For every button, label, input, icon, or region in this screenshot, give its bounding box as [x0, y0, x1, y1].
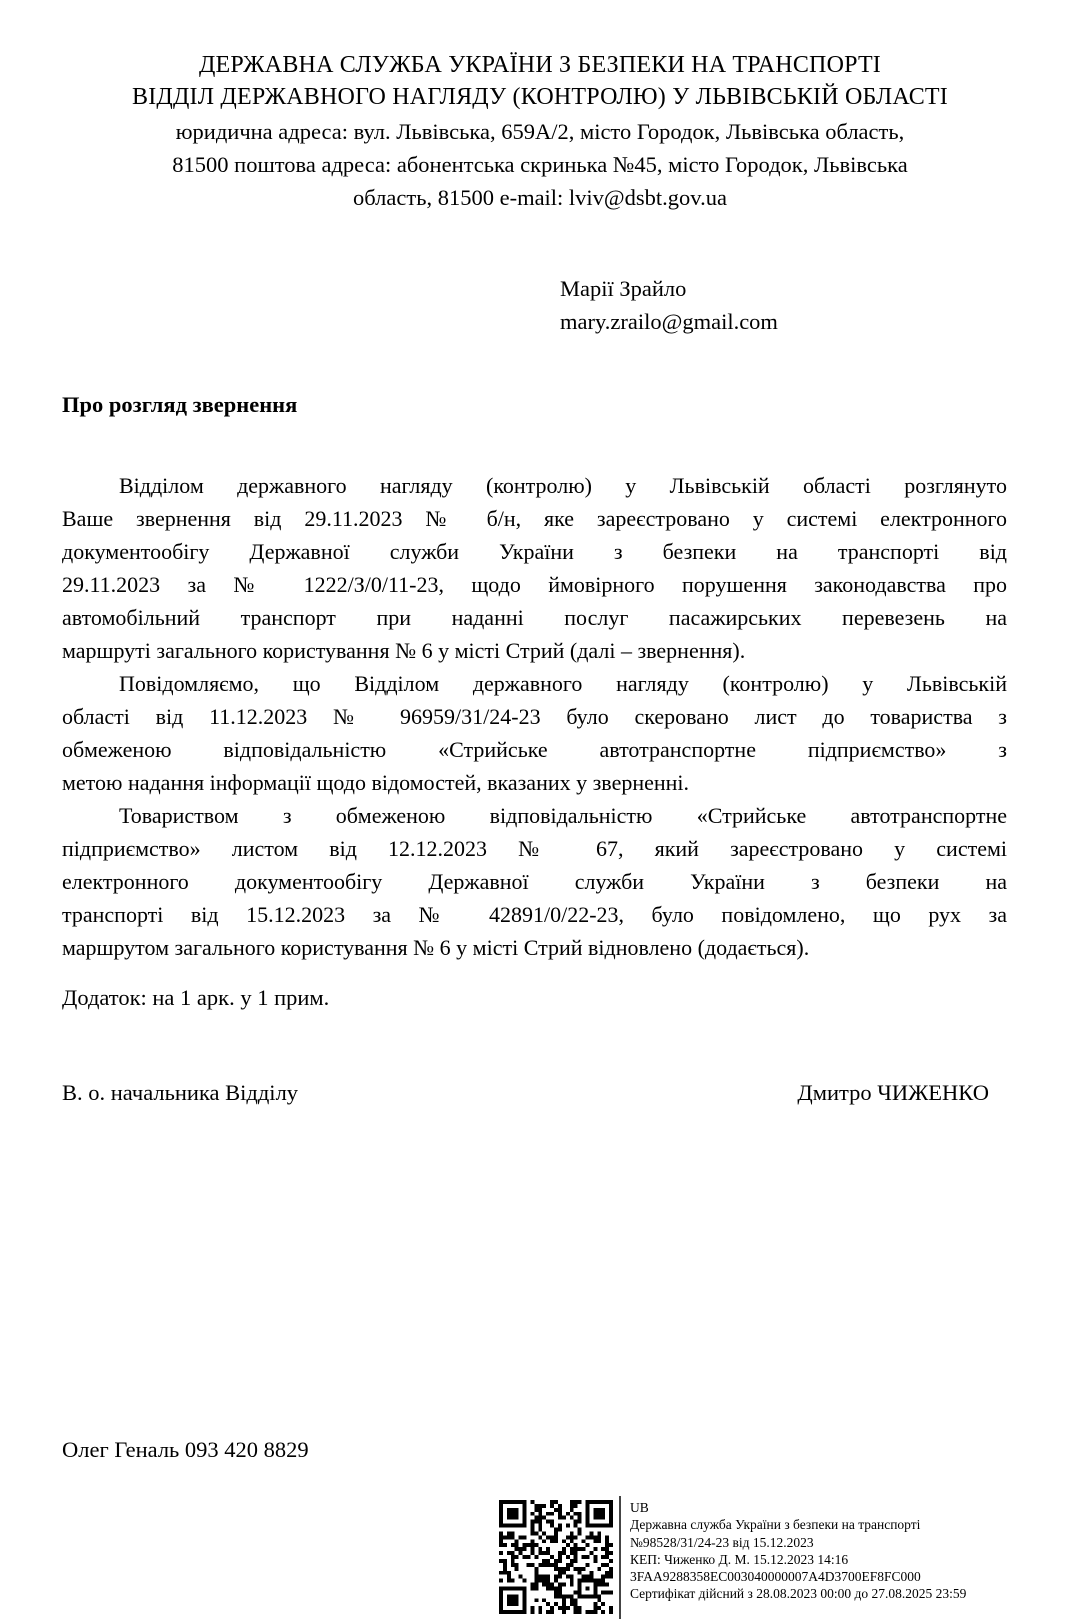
- recipient-name: Марії Зрайло: [560, 276, 687, 301]
- organization-name: ДЕРЖАВНА СЛУЖБА УКРАЇНИ З БЕЗПЕКИ НА ТРАНСПОРТІ: [198, 52, 882, 78]
- body-line: документообігу Державної служби України з безпеки на транспорті від: [62, 539, 1007, 564]
- body-line: обмеженою відповідальністю «Стрийське автотранспортне підприємство» з: [62, 737, 1007, 762]
- stamp-line: Державна служба України з безпеки на транспорті: [630, 1517, 921, 1533]
- executor-contact: Олег Геналь 093 420 8829: [62, 1437, 309, 1462]
- body-paragraph: [62, 667, 1007, 799]
- signature-row: [62, 1076, 1007, 1109]
- body-line: області від 11.12.2023 № 96959/31/24-23 було скеровано лист до товариства з: [62, 704, 1007, 729]
- letterhead: [40, 50, 1040, 214]
- body-line: Повідомляємо, що Відділом державного нагляду (контролю) у Львівській: [119, 671, 1007, 696]
- body-line: Товариством з обмеженою відповідальністю «Стрийське автотранспортне: [119, 803, 1007, 828]
- stamp-line: UB: [630, 1500, 649, 1515]
- address-line: юридична адреса: вул. Львівська, 659А/2, місто Городок, Львівська область,: [175, 119, 905, 144]
- body-line: метою надання інформації щодо відомостей, вказаних у зверненні.: [62, 770, 690, 795]
- body-paragraphs: [62, 469, 1007, 964]
- letter-body: [62, 469, 1007, 1109]
- body-line: маршруті загального користування № 6 у місті Стрий (далі – звернення).: [62, 638, 746, 663]
- stamp-text: [630, 1496, 966, 1603]
- recipient-email: mary.zrailo@gmail.com: [560, 309, 778, 334]
- body-line: транспорті від 15.12.2023 за № 42891/0/22-23, було повідомлено, що рух за: [62, 902, 1007, 927]
- stamp-line: Сертифікат дійсний з 28.08.2023 00:00 до 27.08.2025 23:59: [630, 1586, 967, 1602]
- body-paragraph: [62, 799, 1007, 964]
- qr-code-icon: [499, 1500, 613, 1614]
- subject-line: Про розгляд звернення: [62, 392, 298, 417]
- body-line: Відділом державного нагляду (контролю) у Львівській області розглянуто: [119, 473, 1007, 498]
- body-line: Ваше звернення від 29.11.2023 № б/н, яке зареєстровано у системі електронного: [62, 506, 1007, 531]
- organization-address: [40, 115, 1040, 214]
- stamp-divider: [619, 1496, 621, 1619]
- body-line: маршрутом загального користування № 6 у місті Стрий відновлено (додається).: [62, 935, 810, 960]
- address-line: область, 81500 e-mail: lviv@dsbt.gov.ua: [353, 185, 727, 210]
- signer-name: Дмитро ЧИЖЕНКО: [797, 1080, 989, 1105]
- recipient-block: [560, 272, 778, 338]
- body-line: 29.11.2023 за № 1222/З/0/11-23, щодо ймовірного порушення законодавства про: [62, 572, 1007, 597]
- address-line: 81500 поштова адреса: абонентська скринька №45, місто Городок, Львівська: [172, 152, 908, 177]
- body-line: автомобільний транспорт при наданні послуг пасажирських перевезень на: [62, 605, 1007, 630]
- body-paragraph: [62, 469, 1007, 667]
- body-line: підприємство» листом від 12.12.2023 № 67, який зареєстровано у системі: [62, 836, 1007, 861]
- body-line: електронного документообігу Державної служби України з безпеки на: [62, 869, 1007, 894]
- signer-position: В. о. начальника Відділу: [62, 1080, 299, 1105]
- stamp-line: КЕП: Чиженко Д. М. 15.12.2023 14:16: [630, 1551, 849, 1567]
- organization-department: ВІДДІЛ ДЕРЖАВНОГО НАГЛЯДУ (КОНТРОЛЮ) У ЛЬВІВСЬКІЙ ОБЛАСТІ: [132, 83, 948, 110]
- attachment-note: Додаток: на 1 арк. у 1 прим.: [62, 985, 330, 1010]
- stamp-line: №98528/31/24-23 від 15.12.2023: [630, 1534, 814, 1550]
- digital-signature-stamp: [499, 1496, 966, 1619]
- stamp-line: 3FAA9288358EC003040000007A4D3700EF8FC000: [630, 1569, 921, 1585]
